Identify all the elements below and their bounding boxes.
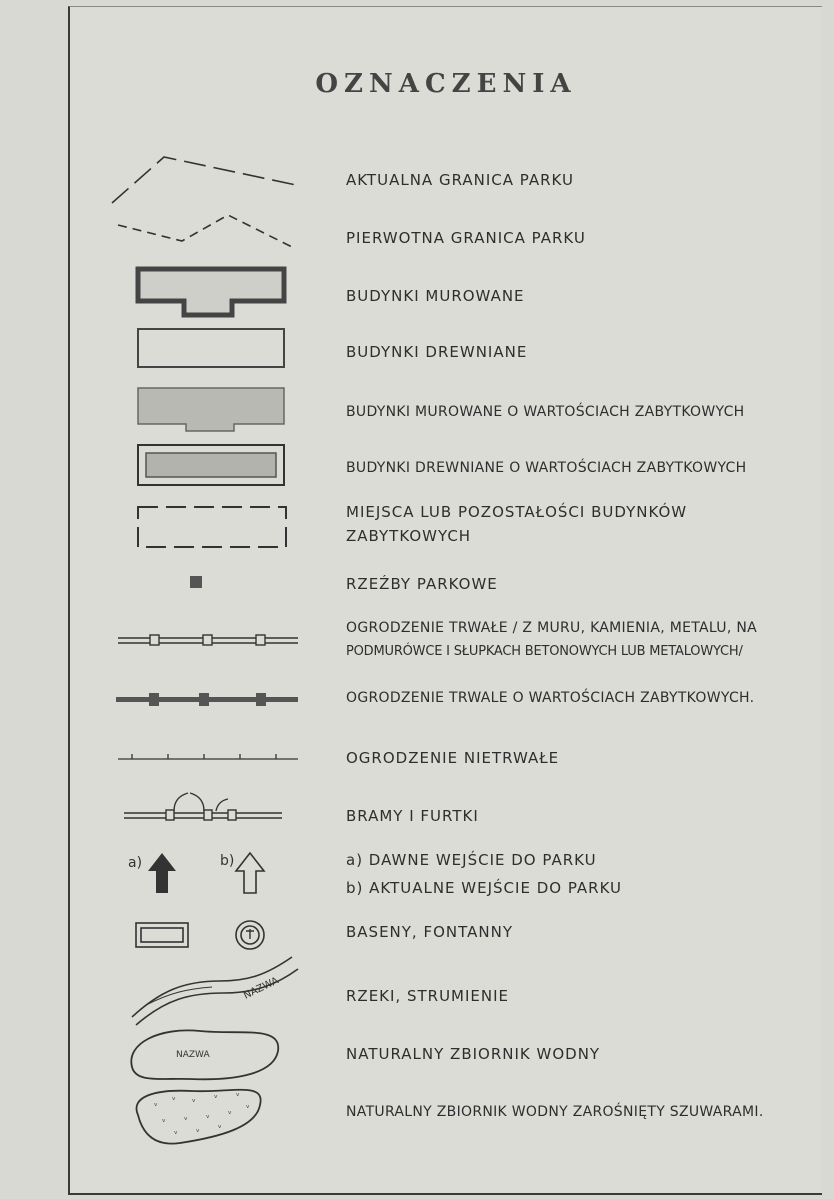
gates-symbol — [124, 793, 282, 820]
legend-label-permanent-fence-line1: OGRODZENIE TRWAŁE / Z MURU, KAMIENIA, METALU, NA — [346, 620, 757, 636]
legend-label-temporary-fence: OGRODZENIE NIETRWAŁE — [346, 749, 560, 767]
svg-text:ᵛ: ᵛ — [192, 1098, 196, 1108]
legend-label-historic-fence: OGRODZENIE TRWALE O WARTOŚCIACH ZABYTKOWYCH. — [346, 690, 755, 706]
legend-label-remnants-line2: ZABYTKOWYCH — [346, 527, 472, 545]
legend-label-wooden-historic: BUDYNKI DREWNIANE O WARTOŚCIACH ZABYTKOWYCH — [346, 460, 747, 476]
original-boundary-symbol — [118, 215, 292, 247]
overgrown-pond-symbol — [136, 1090, 260, 1144]
legend-label-current-entrance: b) AKTUALNE WEJŚCIE DO PARKU — [346, 879, 623, 897]
current-boundary-symbol — [112, 157, 296, 203]
wooden-building-symbol — [138, 329, 284, 367]
sculpture-symbol — [190, 576, 202, 588]
legend-label-gates: BRAMY I FURTKI — [346, 807, 479, 825]
brick-historic-building-symbol — [138, 388, 284, 431]
legend-label-old-entrance: a) DAWNE WEJŚCIE DO PARKU — [346, 851, 597, 869]
svg-text:ᵛ: ᵛ — [174, 1130, 178, 1140]
svg-text:ᵛ: ᵛ — [162, 1118, 166, 1128]
current-entrance-arrow-icon — [236, 853, 264, 893]
svg-text:ᵛ: ᵛ — [218, 1124, 222, 1134]
marker-a: a) — [128, 855, 143, 871]
legend-label-original-boundary: PIERWOTNA GRANICA PARKU — [346, 229, 586, 247]
pond-name-tag: NAZWA — [176, 1050, 210, 1060]
old-entrance-arrow-icon — [148, 853, 176, 893]
legend-label-pools: BASENY, FONTANNY — [346, 923, 513, 941]
remnants-symbol — [138, 507, 286, 547]
legend-label-rivers: RZEKI, STRUMIENIE — [346, 987, 510, 1005]
legend-label-brick-historic: BUDYNKI MUROWANE O WARTOŚCIACH ZABYTKOWYCH — [346, 404, 745, 420]
svg-text:ᵛ: ᵛ — [184, 1116, 188, 1126]
svg-text:ᵛ: ᵛ — [206, 1114, 210, 1124]
marker-b: b) — [220, 853, 235, 869]
wooden-historic-building-symbol — [138, 445, 284, 485]
river-name-tag: NAZWA — [242, 975, 281, 1002]
fountain-symbol — [236, 921, 264, 949]
temporary-fence-symbol — [118, 754, 298, 759]
legend-label-overgrown-pond: NATURALNY ZBIORNIK WODNY ZAROŚNIĘTY SZUWARAMI. — [346, 1104, 764, 1120]
svg-text:ᵛ: ᵛ — [246, 1104, 250, 1114]
svg-text:ᵛ: ᵛ — [196, 1128, 200, 1138]
legend-label-pond: NATURALNY ZBIORNIK WODNY — [346, 1045, 601, 1063]
legend-label-current-boundary: AKTUALNA GRANICA PARKU — [346, 171, 574, 189]
svg-text:ᵛ: ᵛ — [172, 1096, 176, 1106]
svg-text:ᵛ: ᵛ — [228, 1110, 232, 1120]
svg-text:ᵛ: ᵛ — [154, 1102, 158, 1112]
legend-label-brick-buildings: BUDYNKI MUROWANE — [346, 287, 525, 305]
permanent-fence-symbol — [118, 635, 298, 645]
river-symbol — [132, 957, 298, 1025]
legend-label-wooden-buildings: BUDYNKI DREWNIANE — [346, 343, 528, 361]
legend-title: OZNACZENIA — [315, 69, 577, 99]
legend-label-sculptures: RZEŹBY PARKOWE — [346, 575, 498, 593]
legend-sheet — [68, 6, 822, 1195]
legend-label-permanent-fence-line2: PODMURÓWCE I SŁUPKACH BETONOWYCH LUB METALOWYCH/ — [346, 644, 743, 659]
brick-building-symbol — [138, 269, 284, 315]
svg-text:ᵛ: ᵛ — [236, 1092, 240, 1102]
svg-text:ᵛ: ᵛ — [214, 1094, 218, 1104]
historic-fence-symbol — [116, 693, 298, 706]
legend-label-remnants-line1: MIEJSCA LUB POZOSTAŁOŚCI BUDYNKÓW — [346, 503, 688, 521]
pool-symbol — [136, 923, 188, 947]
